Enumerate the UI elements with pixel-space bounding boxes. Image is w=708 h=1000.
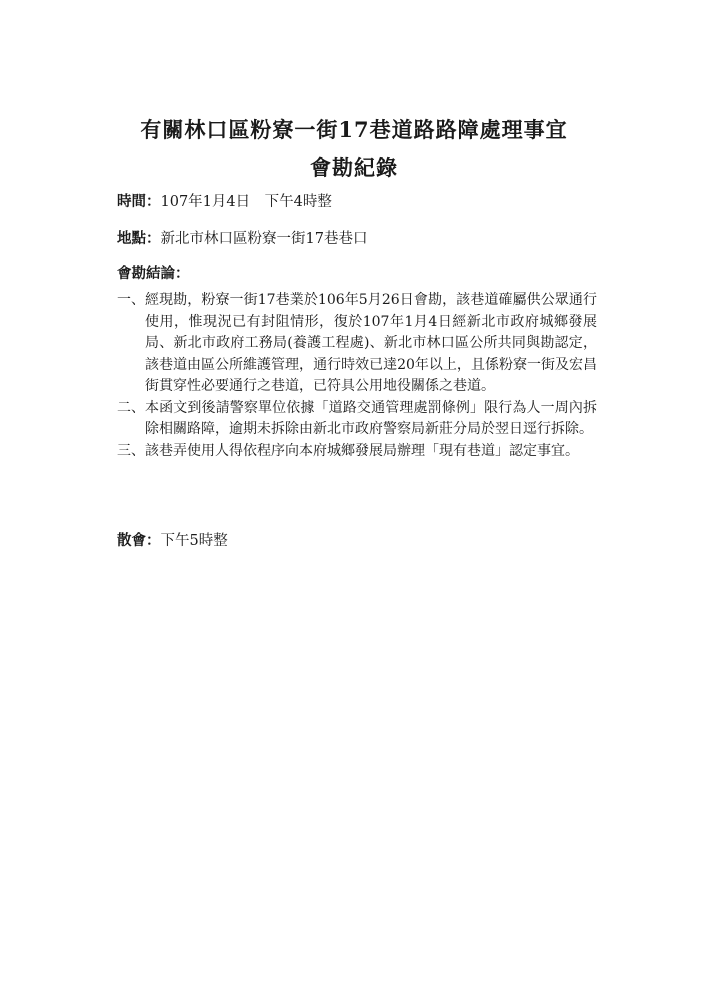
meeting-end (117, 529, 228, 550)
item-text: 該巷弄使用人得依程序向本府城鄉發展局辦理「現有巷道」認定事宜。 (145, 442, 579, 459)
item-text: 本函文到後請警察單位依據「道路交通管理處罰條例」限行為人一周內拆除相關路障，逾期未拆除由新北市政府警察局新莊分局於翌日逕行拆除。 (145, 399, 597, 437)
end-value: 下午5時整 (160, 533, 228, 549)
document-title: 有關林口區粉寮一街17巷道路路障處理事宜 (140, 117, 568, 142)
end-label: 散會 (117, 532, 146, 549)
list-item (117, 441, 597, 463)
list-item (117, 398, 597, 441)
end-separator: ： (146, 532, 161, 549)
conclusion-list (117, 290, 597, 462)
item-number: 三、 (117, 442, 145, 459)
place-label: 地點 (117, 230, 146, 247)
conclusion-separator: ： (175, 265, 190, 282)
time-value: 107年1月4日 下午4時整 (160, 194, 332, 210)
meeting-place (117, 227, 367, 248)
time-separator: ： (146, 193, 161, 210)
place-value: 新北市林口區粉寮一街17巷巷口 (160, 231, 368, 247)
place-separator: ： (146, 230, 161, 247)
item-number: 一、 (117, 292, 145, 308)
list-item (117, 290, 597, 398)
item-number: 二、 (117, 399, 145, 416)
conclusion-label: 會勘結論 (117, 265, 175, 282)
time-label: 時間 (117, 193, 146, 210)
conclusion-heading (117, 262, 190, 283)
item-text: 經現勘，粉寮一街17巷業於106年5月26日會勘，該巷道確屬供公眾通行使用，惟現況已有封阻情形，復於107年1月4日經新北市政府城鄉發展局、新北市政府工務局(養護工程處)、新北市林口區公所共同與勘認定，該巷道由區公所維護管理，通行時效已達20年以上，且係粉寮一街及宏昌街貫穿性必要通行之巷道，已符具公用地役關係之巷道。 (145, 292, 597, 394)
document-subtitle: 會勘紀錄 (310, 155, 398, 180)
meeting-time (117, 190, 332, 211)
